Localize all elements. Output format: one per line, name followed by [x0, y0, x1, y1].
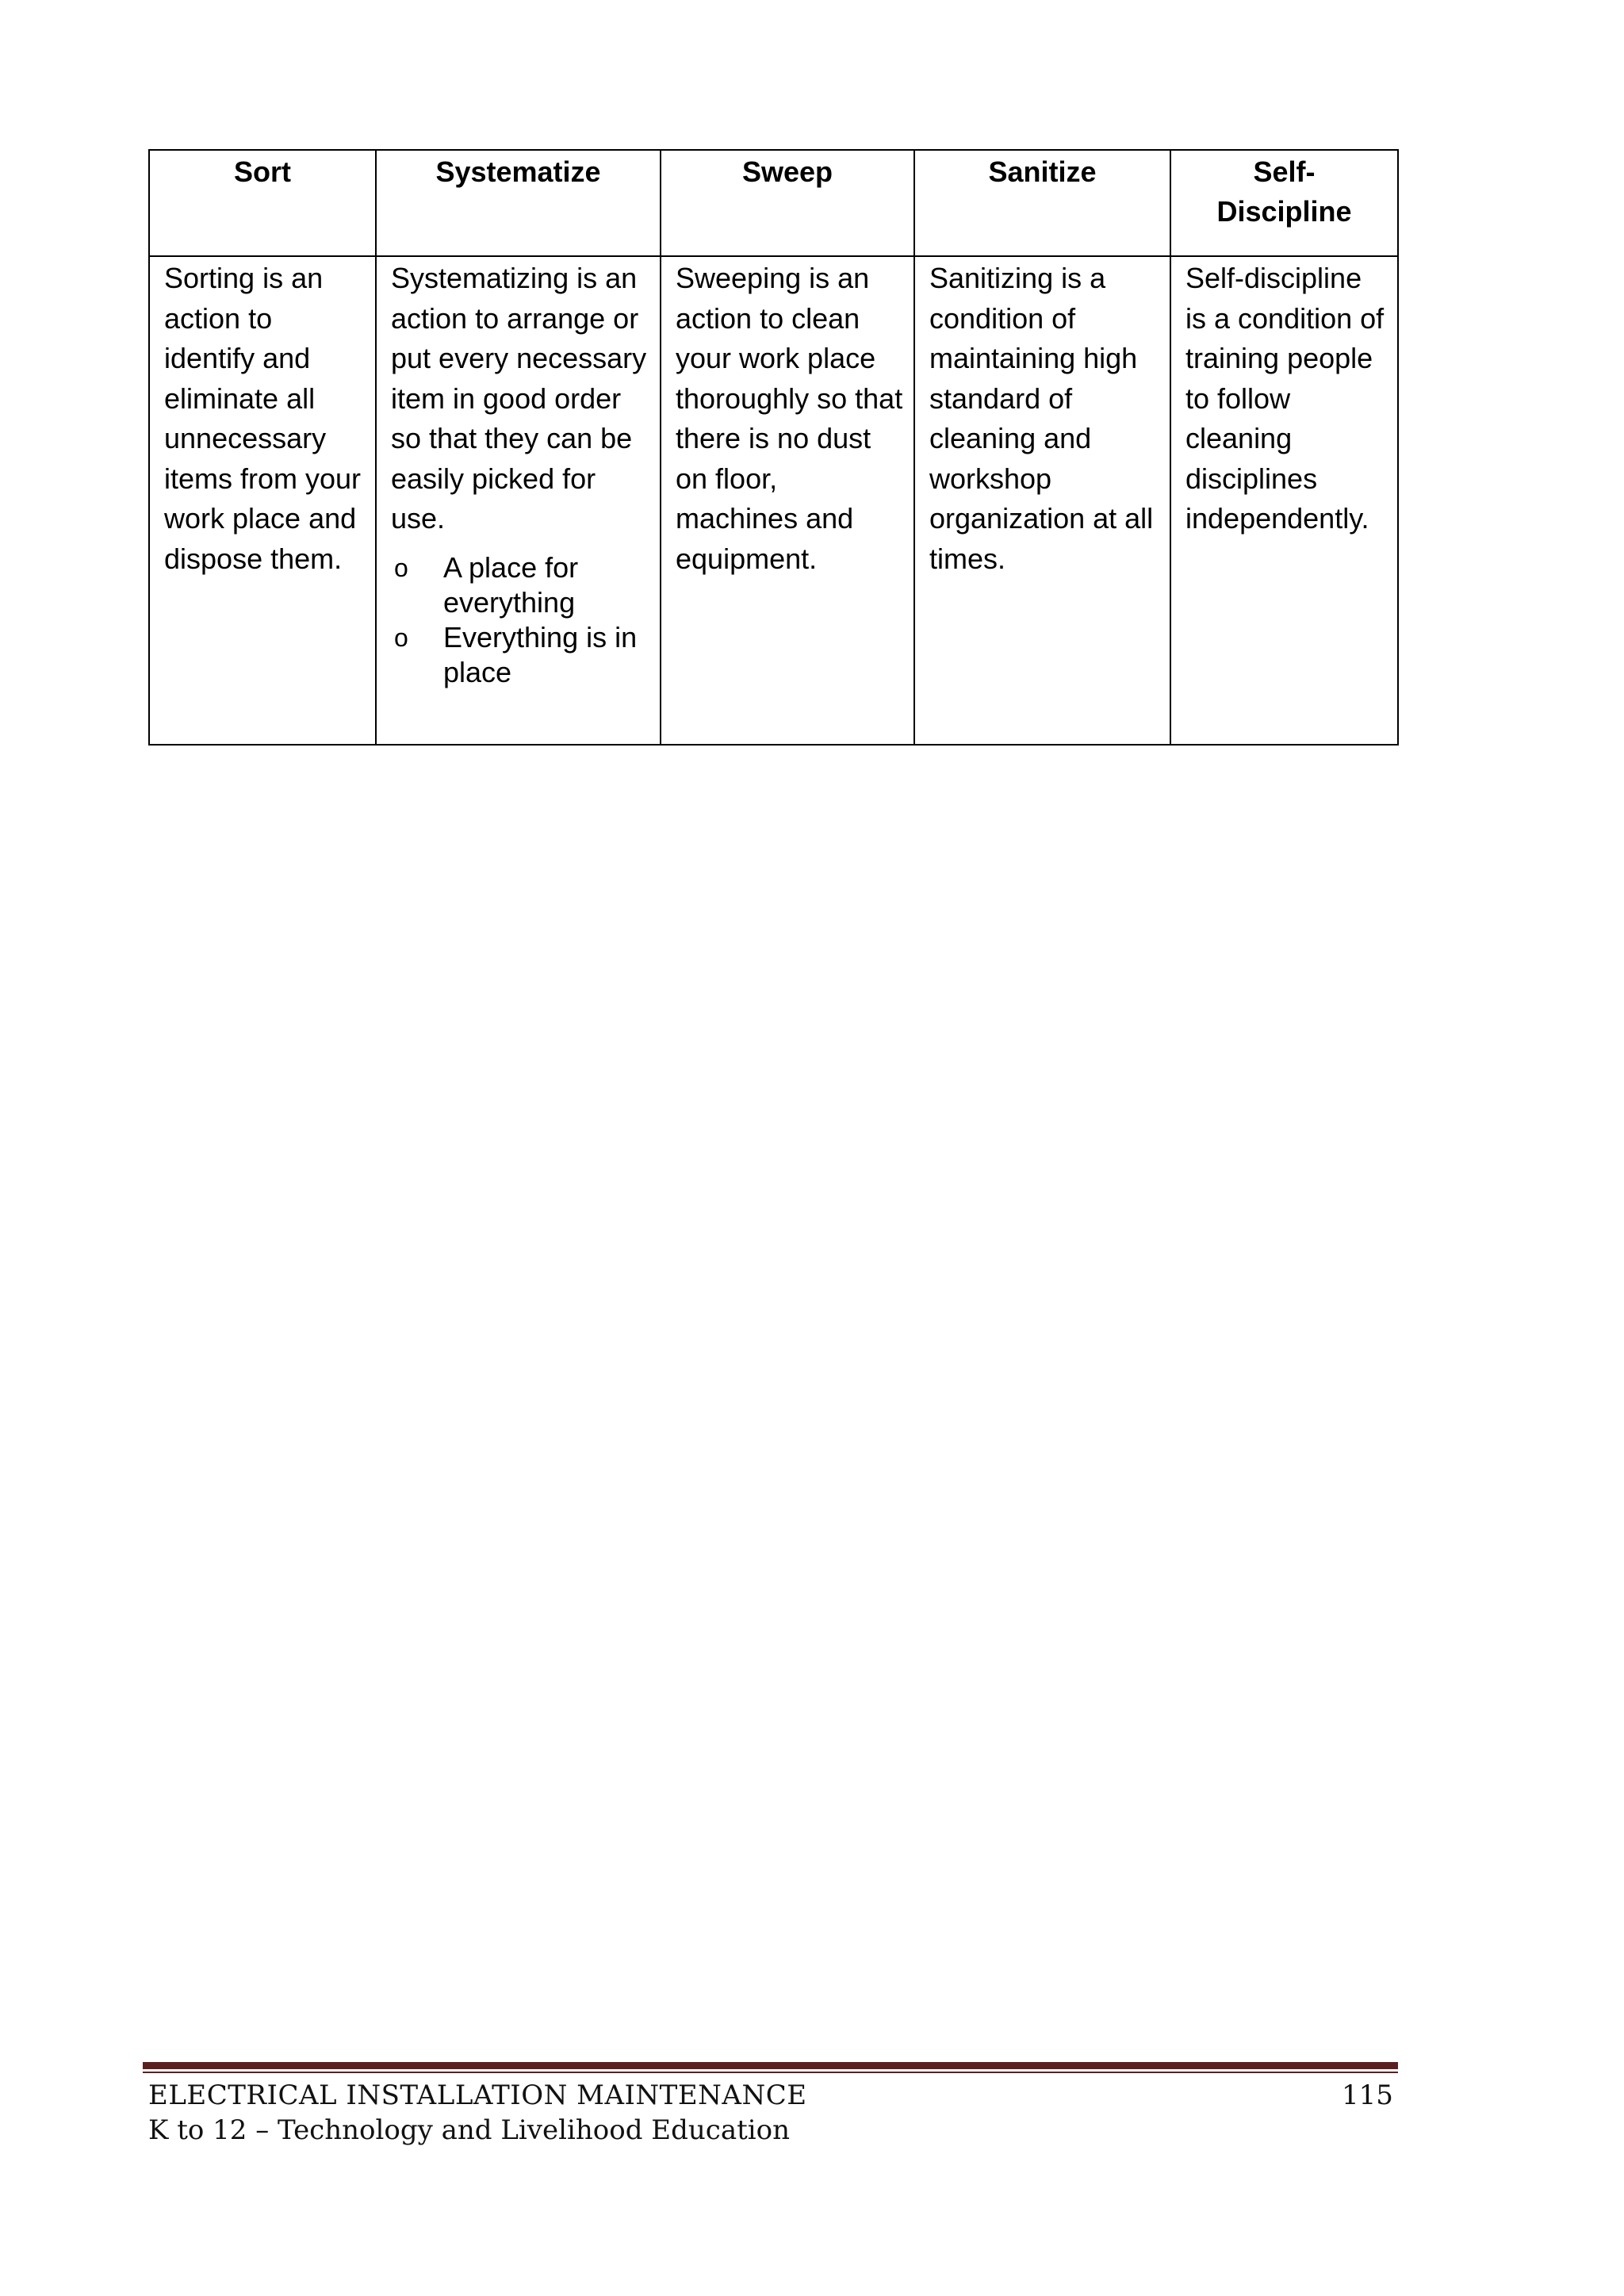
- list-item: [391, 620, 652, 690]
- table-header-row: [149, 150, 1398, 256]
- five-s-table: [148, 149, 1399, 746]
- cell-sweep: [661, 256, 914, 745]
- bullet-text: A place for everything: [443, 550, 579, 619]
- footer-rule-thick: [143, 2062, 1398, 2069]
- sanitize-description: Sanitizing is a condition of maintaining high standard of cleaning and workshop organization at all times.: [929, 262, 1154, 575]
- sweep-description: Sweeping is an action to clean your work place thoroughly so that there is no dust on floor, machines and equipment.: [676, 262, 903, 575]
- header-systematize: Systematize: [376, 150, 661, 256]
- cell-systematize: [376, 256, 661, 745]
- header-sanitize: Sanitize: [914, 150, 1170, 256]
- self-discipline-description: Self-discipline is a condition of training people to follow cleaning disciplines independently.: [1185, 262, 1385, 535]
- bullet-text: Everything is in place: [443, 620, 638, 688]
- cell-sort: [149, 256, 376, 745]
- footer-rule-thin: [143, 2072, 1398, 2073]
- sort-description: Sorting is an action to identify and eliminate all unnecessary items from your work place and dispose them.: [164, 262, 362, 575]
- header-self-discipline: Self- Discipline: [1170, 150, 1398, 256]
- bullet-circle-icon: o: [394, 623, 408, 652]
- table-row: [149, 256, 1398, 745]
- bullet-circle-icon: o: [394, 553, 408, 582]
- footer-subtitle: K to 12 – Technology and Livelihood Education: [148, 2114, 790, 2146]
- systematize-description: Systematizing is an action to arrange or put every necessary item in good order so that they can be easily picked for use.: [391, 262, 647, 535]
- list-item: [391, 550, 652, 620]
- header-sort: Sort: [149, 150, 376, 256]
- cell-self-discipline: [1170, 256, 1398, 745]
- systematize-bullet-list: [391, 550, 652, 690]
- cell-sanitize: [914, 256, 1170, 745]
- header-sweep: Sweep: [661, 150, 914, 256]
- footer-title: ELECTRICAL INSTALLATION MAINTENANCE: [148, 2079, 807, 2111]
- page-number: 115: [1342, 2079, 1393, 2111]
